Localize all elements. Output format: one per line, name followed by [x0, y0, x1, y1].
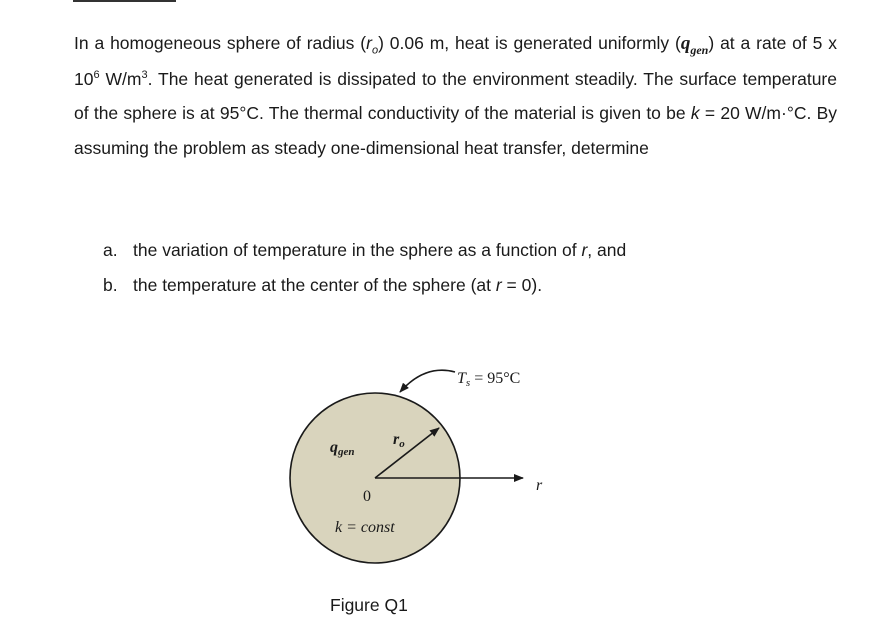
- qgen-symbol: $q_{gen}$: [680, 33, 709, 57]
- exponent: 3: [141, 68, 148, 81]
- surface-temperature-arrow: [400, 370, 455, 392]
- origin-label: 0: [363, 488, 371, 505]
- task-item-b: b. the temperature at the center of the sphere (at r = 0).: [103, 275, 543, 295]
- r-axis-label: r: [536, 477, 543, 494]
- radius-symbol: r: [366, 33, 372, 53]
- task-item-a: a. the variation of temperature in the sphere as a function of r, and: [103, 240, 627, 260]
- text-segment: In a homogeneous sphere of radius (: [74, 33, 367, 53]
- figure-caption: Figure Q1: [330, 595, 408, 615]
- text-segment: ) at a rate of 5 x 10: [74, 33, 838, 89]
- text-segment: W/m: [99, 68, 142, 89]
- text-segment: = 20 W/m·°C. By assuming the problem as steady one-dimensional heat transfer, determine: [74, 103, 837, 158]
- k-const-label: k = const: [335, 519, 395, 536]
- exponent: 6: [93, 68, 100, 81]
- text-segment: . The heat generated is dissipated to the environment steadily. The surface temperature of the sphere is at 95°C. The thermal conductivity of the material is given to be: [74, 68, 837, 123]
- k-symbol: k: [690, 103, 700, 123]
- ts-label: Ts = 95°C: [457, 370, 521, 389]
- radius-subscript: o: [371, 44, 379, 57]
- qgen-label: qgen: [330, 439, 355, 458]
- ro-label: ro: [393, 431, 405, 450]
- text-segment: ) 0.06 m, heat is generated uniformly (: [378, 33, 681, 53]
